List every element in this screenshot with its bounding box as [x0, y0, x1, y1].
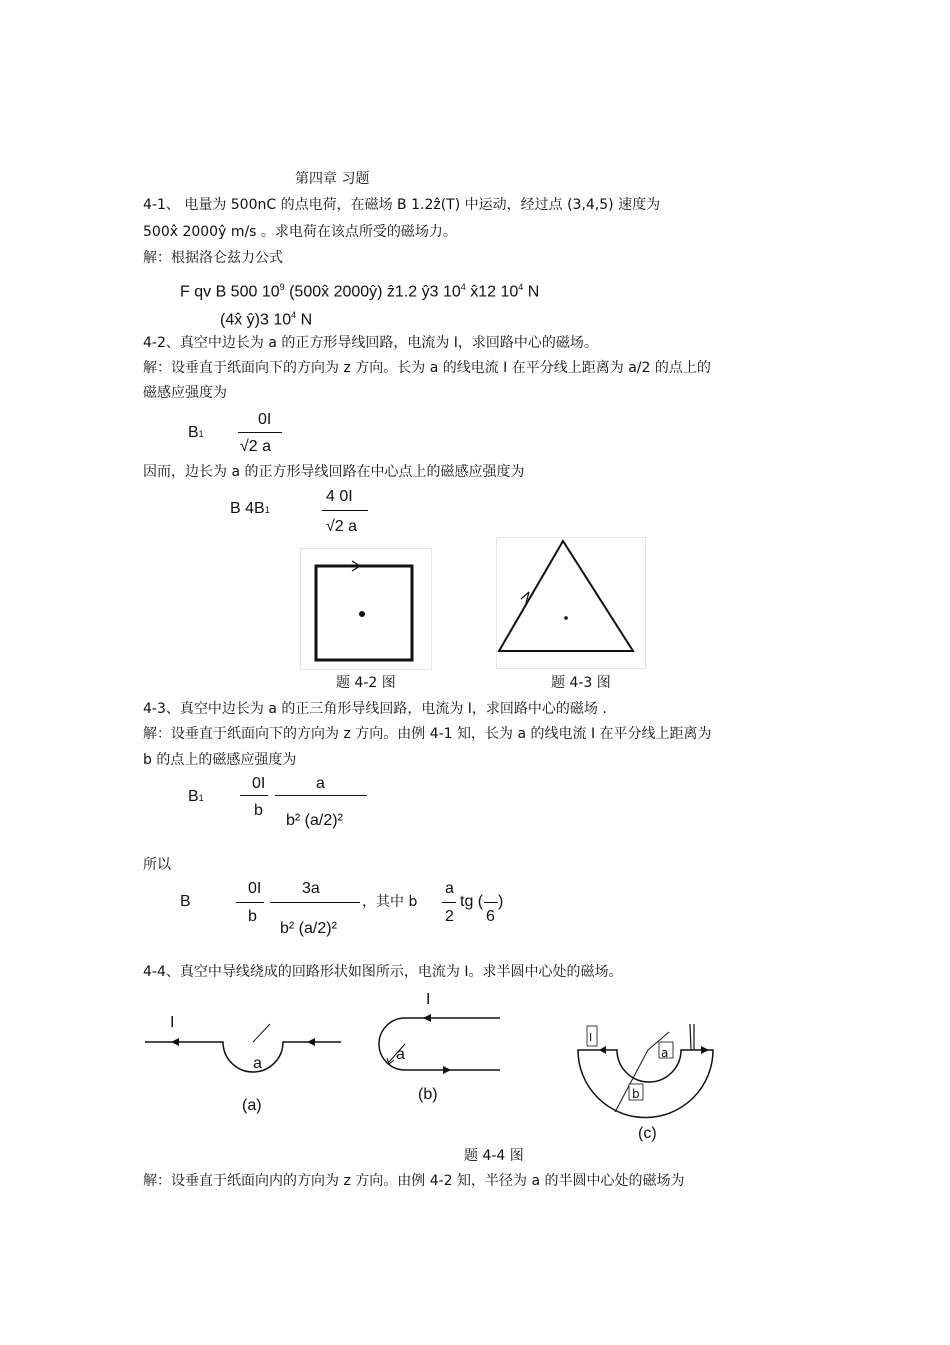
fraction-bar [270, 902, 360, 903]
figure-4-2-square [300, 548, 432, 670]
equation-lorentz-2: (4x̂ ŷ)3 $10^4$ N [220, 310, 313, 329]
eq-term-numerator: 0I [252, 775, 266, 792]
label-current: I [426, 991, 431, 1008]
eq-tg: tg ( [460, 893, 484, 910]
solution-4-3-so: 所以 [143, 857, 171, 873]
figure-4-2-caption: 题 4-2 图 [336, 675, 396, 691]
fraction-bar [236, 902, 264, 903]
eq-b1-label: B1 [188, 788, 204, 805]
figure-4-4-c [575, 1020, 720, 1120]
eq-term-denominator: b² (a/2)² [286, 812, 343, 829]
figure-c-caption: (c) [638, 1125, 657, 1142]
label-radius: a [396, 1046, 405, 1063]
eq-term-denominator: b² (a/2)² [280, 920, 337, 937]
label-radius-b: b [632, 1087, 640, 1101]
fraction-bar [322, 510, 368, 511]
eq-term-numerator: a [316, 775, 325, 792]
label-current: I [589, 1031, 593, 1044]
solution-4-2-line-1: 解：设垂直于纸面向下的方向为 z 方向。长为 a 的线电流 I 在平分线上距离为 a/2 的点上的 [143, 360, 711, 376]
eq-term-denominator: 6 [486, 908, 495, 925]
figure-4-3-triangle [496, 537, 646, 669]
figure-4-3-caption: 题 4-3 图 [551, 675, 611, 691]
fraction-bar [442, 902, 456, 903]
solution-4-4-line-1: 解：设垂直于纸面向内的方向为 z 方向。由例 4-2 知，半径为 a 的半圆中心处的磁场为 [143, 1173, 685, 1189]
problem-4-1-text-2: 500x̂ 2000ŷ m/s 。求电荷在该点所受的磁场力。 [143, 224, 457, 240]
solution-4-3-line-1: 解：设垂直于纸面向下的方向为 z 方向。由例 4-1 知，长为 a 的线电流 I 在平分线上距离为 [143, 726, 712, 742]
eq-term-numerator: 0I [248, 880, 262, 897]
solution-4-2-line-3: 因而，边长为 a 的正方形导线回路在中心点上的磁感应强度为 [143, 464, 525, 480]
solution-4-1-intro: 解：根据洛仑兹力公式 [143, 250, 283, 266]
eq-b-numerator: 4 0I [326, 488, 353, 505]
solution-4-2-line-2: 磁感应强度为 [143, 385, 227, 401]
label-current: I [170, 1014, 175, 1031]
eq-b-denominator: √2 a [326, 518, 358, 535]
eq-b1-numerator: 0I [258, 411, 272, 428]
solution-4-3-line-2: b 的点上的磁感应强度为 [143, 752, 297, 768]
figure-b-caption: (b) [418, 1086, 438, 1103]
fraction-bar [275, 795, 367, 796]
figure-a-caption: (a) [242, 1097, 262, 1114]
eq-term-denominator: b [248, 908, 257, 925]
fraction-bar [240, 795, 268, 796]
eq-b-label: B [180, 893, 191, 910]
eq-term-numerator: 3a [302, 880, 320, 897]
fraction-bar [238, 432, 282, 433]
eq-b-total: B 4B1 [230, 500, 270, 517]
eq-tg-close: ) [498, 893, 504, 910]
problem-4-2-text: 4-2、真空中边长为 a 的正方形导线回路，电流为 I，求回路中心的磁场。 [143, 335, 598, 351]
eq-where-text: ，其中 b [362, 894, 418, 910]
figure-4-4-b [375, 1010, 505, 1080]
eq-b1-label: B1 [188, 424, 204, 441]
problem-4-1-text: 4-1、 电量为 500nC 的点电荷，在磁场 B 1.2ẑ(T) 中运动，经过点 (3,4,5) 速度为 [143, 197, 661, 213]
eq-term-numerator: a [445, 880, 454, 897]
equation-lorentz-1: F qv B 500 $10^9$ (500x̂ 2000ŷ) ẑ1.2 ŷ3 $10^4$ x̂12 $10^4$ N [180, 282, 540, 301]
problem-4-4-text: 4-4、真空中导线绕成的回路形状如图所示，电流为 I。求半圆中心处的磁场。 [143, 964, 623, 980]
eq-b1-denominator: √2 a [240, 438, 272, 455]
chapter-title: 第四章 习题 [295, 171, 370, 187]
eq-term-denominator: 2 [445, 908, 454, 925]
fraction-bar [484, 902, 498, 903]
eq-term-denominator: b [254, 802, 263, 819]
label-radius: a [253, 1055, 262, 1072]
problem-4-3-text: 4-3、真空中边长为 a 的正三角形导线回路，电流为 I，求回路中心的磁场 . [143, 701, 607, 717]
label-radius-a: a [661, 1046, 669, 1060]
figure-4-4-caption: 题 4-4 图 [464, 1148, 524, 1164]
